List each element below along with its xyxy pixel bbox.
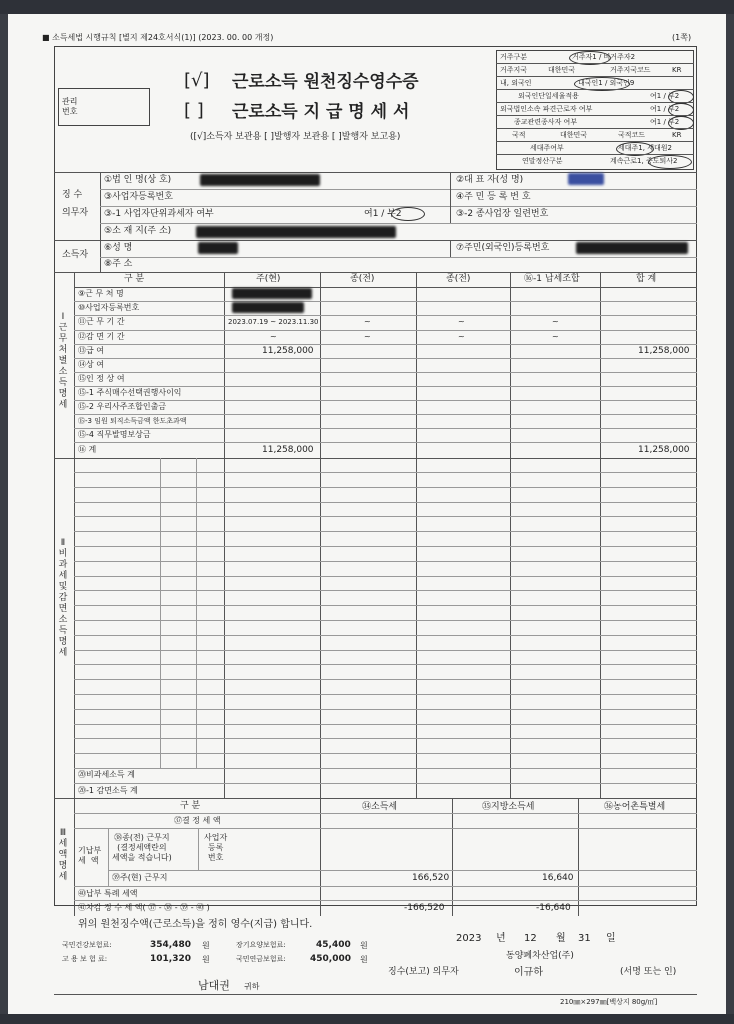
tax-section-side-label: Ⅲ세액명세 xyxy=(58,828,68,882)
work-header-2: 종(전) xyxy=(350,274,375,284)
grid-line xyxy=(74,724,697,725)
grid-line xyxy=(74,472,697,473)
grid-line xyxy=(74,664,697,665)
work-row-label: ⑫감 면 기 간 xyxy=(78,332,125,341)
redacted-address xyxy=(196,226,396,238)
tax-header-2: ㉟지방소득세 xyxy=(482,802,535,812)
unit-tax-label: ③-1 사업자단위과세자 여부 xyxy=(104,209,214,219)
grid-line xyxy=(74,605,697,606)
diff-income-tax: -166,520 xyxy=(404,903,445,913)
work-period-union: ~ xyxy=(552,317,559,326)
title-line-2: 근로소득 지 급 명 세 서 xyxy=(232,102,410,122)
res-label-7: 세대주여부 xyxy=(530,144,564,152)
grid-line xyxy=(74,768,697,769)
grid-line xyxy=(74,516,697,517)
insurance2-unit-1: 원 xyxy=(360,955,368,964)
res-code-label-6: 국적코드 xyxy=(618,131,646,139)
res-code-6: KR xyxy=(672,131,682,139)
tax-header-1: ㉞소득세 xyxy=(362,802,398,812)
bottom-bezel xyxy=(0,1014,734,1024)
grid-line xyxy=(74,487,697,488)
reduction-period-prev2: ~ xyxy=(458,332,465,341)
current-local-tax: 16,640 xyxy=(542,873,574,883)
title-check-2: [ ] xyxy=(184,100,204,121)
res-value-3: 여1 / 부2 xyxy=(650,92,680,100)
addressee-name: 남대권 xyxy=(198,979,230,992)
res-value-5: 여1 / 부2 xyxy=(650,118,680,126)
insurance2-label-1: 국민연금보험료: xyxy=(236,955,286,963)
grid-line xyxy=(74,531,697,532)
insurance-label-1: 고 용 보 험 료: xyxy=(62,955,108,963)
insurance-amount-0: 354,480 xyxy=(150,940,191,950)
work-row-label: ⑮-2 우리사주조합인출금 xyxy=(78,402,167,411)
work-row-label: ⑩사업자등록번호 xyxy=(78,303,140,312)
grid-line xyxy=(74,679,697,680)
insurance-amount-1: 101,320 xyxy=(150,954,191,964)
resident-number-label: ④주 민 등 록 번 호 xyxy=(456,192,531,202)
date-day-unit: 일 xyxy=(606,933,616,944)
selected-oval xyxy=(391,207,425,221)
date-month-unit: 월 xyxy=(556,933,566,944)
current-workplace-label: ㊴주(현) 근무지 xyxy=(112,873,168,882)
tax-header-3: ㊱농어촌특별세 xyxy=(604,802,666,812)
company-name: 동양폐차산업(주) xyxy=(506,951,574,961)
grid-line xyxy=(74,576,697,577)
insurance-unit-1: 원 xyxy=(202,955,210,964)
redacted-workplace xyxy=(232,288,312,299)
sign-note: (서명 또는 인) xyxy=(620,967,677,977)
res-label-8: 연말정산구분 xyxy=(522,157,563,165)
regulation-text: ■ 소득세법 시행규칙 [별지 제24호서식(1)] (2023. 00. 00 개정) xyxy=(42,33,274,42)
reduction-period-current: ~ xyxy=(270,332,277,341)
prepaid-label: 기납부 세 액 xyxy=(78,846,102,865)
work-header-1: 주(현) xyxy=(256,274,281,284)
date-month: 12 xyxy=(524,933,537,944)
nontax-section-side-label: Ⅱ비과세 및 감면소득명세 xyxy=(58,538,68,658)
res-label-4: 외국법인소속 파견근로자 여부 xyxy=(500,105,593,113)
res-label-6: 국적 xyxy=(512,131,526,139)
work-section-side-label: Ⅰ근무처별소득명세 xyxy=(58,312,68,410)
subtotal-current: 11,258,000 xyxy=(262,445,314,455)
receipt-statement: 위의 원천징수액(근로소득)을 정히 영수(지급) 합니다. xyxy=(78,919,313,930)
reduction-period-prev1: ~ xyxy=(364,332,371,341)
title-line-1: 근로소득 원천징수영수증 xyxy=(232,72,419,92)
redacted-earner-id xyxy=(576,242,688,254)
top-bezel xyxy=(0,0,734,14)
biz-no-label: 사업자 등록 번호 xyxy=(204,833,228,862)
res-value-7: 세대주1, 세대원2 xyxy=(618,144,672,152)
reduction-period-union: ~ xyxy=(552,332,559,341)
grid-line xyxy=(74,502,697,503)
date-year-unit: 년 xyxy=(496,933,506,944)
insurance2-amount-1: 450,000 xyxy=(310,954,351,964)
insurance2-amount-0: 45,400 xyxy=(316,940,351,950)
work-period-current: 2023.07.19 ~ 2023.11.30 xyxy=(228,318,319,326)
res-code-label-1: 거주지국코드 xyxy=(610,66,651,74)
grid-line xyxy=(74,546,697,547)
work-row-label: ⑮-1 주식매수선택권행사이익 xyxy=(78,388,182,397)
determined-tax-label: ㊲결 정 세 액 xyxy=(174,816,221,825)
grid-line xyxy=(74,738,697,739)
grid-line xyxy=(74,590,697,591)
work-header-0: 구 분 xyxy=(124,274,145,284)
tax-header-0: 구 분 xyxy=(180,801,201,811)
signer-name: 이규하 xyxy=(514,967,543,978)
title-check-1: [√] xyxy=(184,70,210,91)
current-income-tax: 166,520 xyxy=(412,873,450,883)
work-row-label: ⑭상 여 xyxy=(78,360,104,369)
company-name-label: ①법 인 명(상 호) xyxy=(104,175,172,185)
redacted-biz-number xyxy=(232,302,304,313)
insurance-unit-0: 원 xyxy=(202,941,210,950)
res-label-1: 거주지국 xyxy=(500,66,528,74)
work-header-3: 종(전) xyxy=(446,274,471,284)
paper-size-note: 210㎜×297㎜[백상지 80g/㎡] xyxy=(560,998,658,1006)
grid-line xyxy=(74,709,697,710)
salary-total: 11,258,000 xyxy=(638,346,690,356)
earner-name-label: ⑥성 명 xyxy=(104,243,133,253)
insurance2-unit-0: 원 xyxy=(360,941,368,950)
date-day: 31 xyxy=(578,933,591,944)
grid-line xyxy=(74,753,697,754)
nontax-total-label: ⑳비과세소득 계 xyxy=(78,770,135,779)
work-period-prev2: ~ xyxy=(458,317,465,326)
addressee-suffix: 귀하 xyxy=(244,982,260,991)
insurance-label-0: 국민건강보험료: xyxy=(62,941,112,949)
earner-section-label: 소득자 xyxy=(62,250,89,260)
subtotal-total: 11,258,000 xyxy=(638,445,690,455)
res-code-1: KR xyxy=(672,66,682,74)
res-value-1: 대한민국 xyxy=(548,66,576,74)
special-tax-label: ㊵납부 특례 세액 xyxy=(78,889,138,898)
earner-address-label: ⑧주 소 xyxy=(104,259,133,269)
redacted-representative xyxy=(568,173,604,185)
diff-tax-label: ㊶차감 징 수 세 액( ㊲ - ㊳ - ㊴ - ㊵ ) xyxy=(78,903,210,912)
work-row-label: ⑮-3 임원 퇴직소득금액 한도초과액 xyxy=(78,417,187,425)
selected-oval xyxy=(648,155,692,169)
salary-current: 11,258,000 xyxy=(262,346,314,356)
payer-role: 징수(보고) 의무자 xyxy=(388,967,459,977)
earner-id-label: ⑦주민(외국인)등록번호 xyxy=(456,243,550,253)
res-label-0: 거주구분 xyxy=(500,53,528,61)
work-row-label: ⑮-4 직무발명보상금 xyxy=(78,430,151,439)
work-row-label: ⑨근 무 처 명 xyxy=(78,289,124,298)
date-year: 2023 xyxy=(456,933,482,944)
copy-note: ([√]소득자 보관용 [ ]발행자 보관용 [ ]발행자 보고용) xyxy=(190,132,401,142)
work-row-label: ⑬급 여 xyxy=(78,346,104,355)
grid-line xyxy=(74,650,697,651)
res-value-2: 내국인1 / 외국인9 xyxy=(578,79,635,87)
redacted-company-name xyxy=(200,174,320,186)
prev-workplace-label: ㊳종(전) 근무지 (결정세액란의 세액을 적습니다) xyxy=(112,833,172,862)
grid-line xyxy=(74,694,697,695)
res-label-5: 종교관련종사자 여부 xyxy=(514,118,578,126)
insurance2-label-0: 장기요양보험료: xyxy=(236,941,286,949)
work-row-label: ⑮인 정 상 여 xyxy=(78,374,125,383)
biz-number-label: ③사업자등록번호 xyxy=(104,192,173,202)
work-row-label: ⑯ 계 xyxy=(78,445,97,454)
diff-local-tax: -16,640 xyxy=(536,903,571,913)
work-row-label: ⑪근 무 기 간 xyxy=(78,317,125,326)
page-number: (1쪽) xyxy=(672,33,692,42)
res-value-4: 여1 / 부2 xyxy=(650,105,680,113)
work-header-4: ⑯-1 납세조합 xyxy=(524,274,580,284)
sub-biz-label: ③-2 종사업장 일련번호 xyxy=(456,209,549,219)
unit-tax-value: 여1 / 부2 xyxy=(364,209,402,219)
redacted-earner-name xyxy=(198,242,238,254)
work-period-prev1: ~ xyxy=(364,317,371,326)
management-label: 관리 번호 xyxy=(62,97,78,116)
address-label: ⑤소 재 지(주 소) xyxy=(104,226,172,236)
grid-line xyxy=(74,635,697,636)
res-label-3: 외국인단일세율적용 xyxy=(518,92,579,100)
payer-section-label: 징 수 의무자 xyxy=(62,190,89,218)
representative-label: ②대 표 자(성 명) xyxy=(456,175,524,185)
res-value-6: 대한민국 xyxy=(560,131,588,139)
res-value-0: 거주자1 / 비거주자2 xyxy=(572,53,636,61)
res-label-2: 내, 외국인 xyxy=(500,79,532,87)
grid-line xyxy=(74,561,697,562)
work-header-5: 합 계 xyxy=(636,274,657,284)
res-value-8: 계속근로1, 중도퇴사2 xyxy=(610,157,678,165)
grid-line xyxy=(74,620,697,621)
reduced-total-label: ⑳-1 감면소득 계 xyxy=(78,786,138,795)
